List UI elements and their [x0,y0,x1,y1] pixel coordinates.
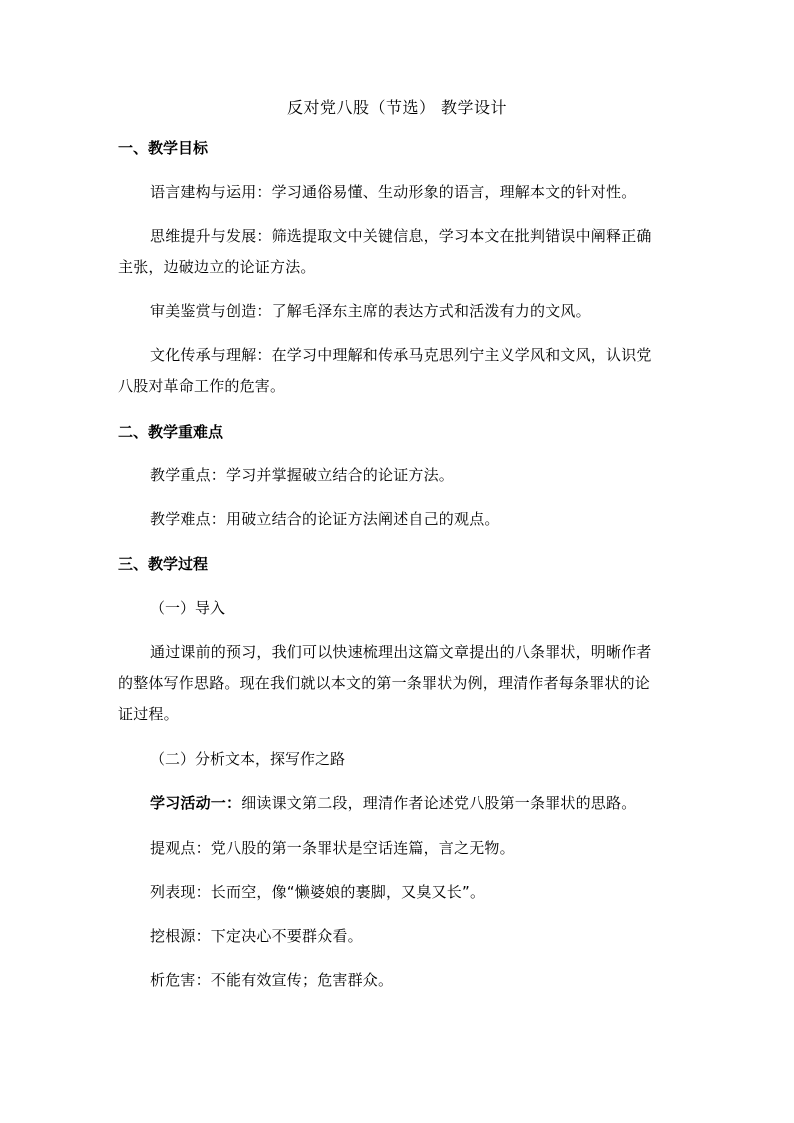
activity-line [150,792,636,814]
activity-label: 学习活动一： [150,794,242,812]
list-item: 析危害：不能有效宣传；危害群众。 [150,971,394,989]
list-item: 列表现：长而空，像“懒婆娘的裹脚，又臭又长”。 [150,883,486,901]
activity-text: 细读课文第二段，理清作者论述党八股第一条罪状的思路。 [241,794,637,812]
paragraph-continuation: 八股对革命工作的危害。 [118,377,286,395]
section-heading-process: 三、教学过程 [118,555,209,573]
paragraph: 教学重点：学习并掌握破立结合的论证方法。 [150,466,455,484]
paragraph-continuation: 主张，边破边立的论证方法。 [118,258,316,276]
section-heading-objectives: 一、教学目标 [118,139,209,157]
document-title: 反对党八股（节选） 教学设计 [286,98,508,117]
paragraph: 文化传承与理解：在学习中理解和传承马克思列宁主义学风和文风，认识党 [150,346,652,364]
paragraph: 教学难点：用破立结合的论证方法阐述自己的观点。 [150,510,500,528]
paragraph: 语言建构与运用：学习通俗易懂、生动形象的语言，理解本文的针对性。 [150,183,637,201]
list-item: 挖根源：下定决心不要群众看。 [150,927,363,945]
section-heading-key-points: 二、教学重难点 [118,423,224,441]
subsection-heading: （二）分析文本，探写作之路 [150,750,346,768]
paragraph: 通过课前的预习，我们可以快速梳理出这篇文章提出的八条罪状，明晰作者 [150,643,652,661]
paragraph: 思维提升与发展：筛选提取文中关键信息，学习本文在批判错误中阐释正确 [150,227,652,245]
paragraph-continuation: 的整体写作思路。现在我们就以本文的第一条罪状为例，理清作者每条罪状的论 [118,674,651,692]
subsection-heading: （一）导入 [150,599,226,617]
list-item: 提观点：党八股的第一条罪状是空话连篇，言之无物。 [150,839,515,857]
paragraph-continuation: 证过程。 [118,705,179,723]
paragraph: 审美鉴赏与创造：了解毛泽东主席的表达方式和活泼有力的文风。 [150,302,591,320]
